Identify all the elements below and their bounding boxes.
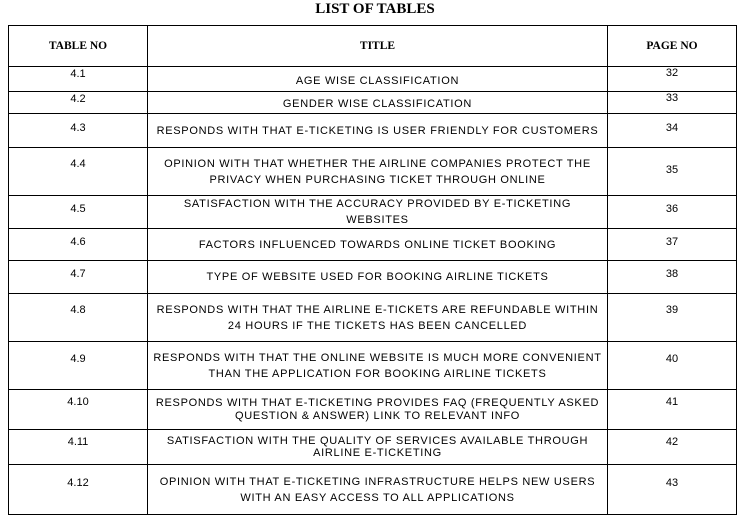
table-row [9, 196, 737, 229]
header-page-no: PAGE NO [608, 26, 737, 67]
table-row [9, 294, 737, 342]
table-number: 4.1 [9, 67, 148, 92]
page-number: 36 [608, 196, 737, 229]
table-number: 4.2 [9, 92, 148, 114]
table-title: SATISFACTION WITH THE QUALITY OF SERVICES AVAILABLE THROUGH AIRLINE E-TICKETING [148, 430, 608, 465]
table-title: RESPONDS WITH THAT THE AIRLINE E-TICKETS ARE REFUNDABLE WITHIN 24 HOURS IF THE TICKETS HAS BEEN CANCELLED [148, 294, 608, 342]
page-number: 40 [608, 342, 737, 390]
table-row [9, 114, 737, 148]
table-number: 4.12 [9, 465, 148, 515]
list-of-tables [8, 25, 737, 515]
table-number: 4.3 [9, 114, 148, 148]
table-row [9, 342, 737, 390]
table-number: 4.5 [9, 196, 148, 229]
table-title: RESPONDS WITH THAT E-TICKETING IS USER FRIENDLY FOR CUSTOMERS [148, 114, 608, 148]
page-number: 42 [608, 430, 737, 465]
table-row [9, 67, 737, 92]
table-row [9, 229, 737, 261]
page-number: 39 [608, 294, 737, 342]
table-title: GENDER WISE CLASSIFICATION [148, 92, 608, 114]
page-title: LIST OF TABLES [315, 1, 435, 17]
table-number: 4.6 [9, 229, 148, 261]
page-number: 43 [608, 465, 737, 515]
table-title: SATISFACTION WITH THE ACCURACY PROVIDED BY E-TICKETING WEBSITES [148, 196, 608, 229]
table-row [9, 261, 737, 294]
table-number: 4.8 [9, 294, 148, 342]
table-title: TYPE OF WEBSITE USED FOR BOOKING AIRLINE TICKETS [148, 261, 608, 294]
table-row [9, 430, 737, 465]
page-number: 33 [608, 92, 737, 114]
table-row [9, 148, 737, 196]
header-title: TITLE [148, 26, 608, 67]
table-number: 4.7 [9, 261, 148, 294]
table-number: 4.4 [9, 148, 148, 196]
page-number: 38 [608, 261, 737, 294]
table-number: 4.9 [9, 342, 148, 390]
page-number: 34 [608, 114, 737, 148]
table-title: RESPONDS WITH THAT THE ONLINE WEBSITE IS MUCH MORE CONVENIENT THAN THE APPLICATION FOR BOOKING AIRLINE TICKETS [148, 342, 608, 390]
page-number: 37 [608, 229, 737, 261]
page-number: 41 [608, 390, 737, 430]
table-title: FACTORS INFLUENCED TOWARDS ONLINE TICKET BOOKING [148, 229, 608, 261]
table-row [9, 390, 737, 430]
table-title: OPINION WITH THAT WHETHER THE AIRLINE COMPANIES PROTECT THE PRIVACY WHEN PURCHASING TICKET THROUGH ONLINE [148, 148, 608, 196]
table-row [9, 92, 737, 114]
table-number: 4.11 [9, 430, 148, 465]
table-header-row [9, 26, 737, 67]
table-row [9, 465, 737, 515]
table-title: OPINION WITH THAT E-TICKETING INFRASTRUCTURE HELPS NEW USERS WITH AN EASY ACCESS TO ALL APPLICATIONS [148, 465, 608, 515]
table-title: AGE WISE CLASSIFICATION [148, 67, 608, 92]
header-table-no: TABLE NO [9, 26, 148, 67]
page-number: 35 [608, 148, 737, 196]
table-number: 4.10 [9, 390, 148, 430]
page-number: 32 [608, 67, 737, 92]
table-title: RESPONDS WITH THAT E-TICKETING PROVIDES FAQ (FREQUENTLY ASKED QUESTION & ANSWER) LINK TO RELEVANT INFO [148, 390, 608, 430]
